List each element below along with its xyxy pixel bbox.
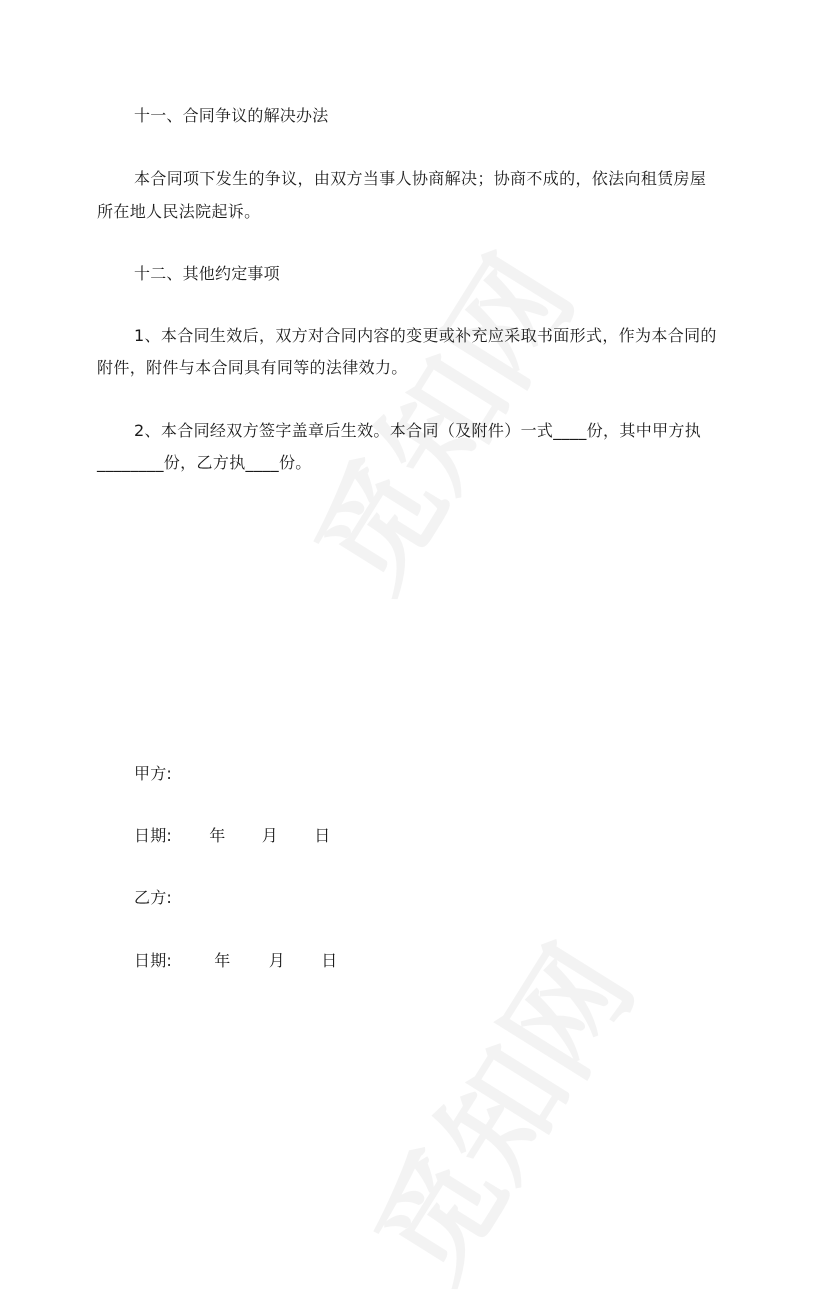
section-11-heading: 十一、合同争议的解决办法 [134,106,329,125]
date-year: 年 [209,826,226,845]
date-day: 日 [314,826,331,845]
section-12-item-2-line-2: ________份，乙方执____份。 [97,453,312,472]
section-12-item-2-line-1: 2、本合同经双方签字盖章后生效。本合同（及附件）一式____份，其中甲方执 [134,421,702,440]
party-b-date-row [134,951,338,971]
section-12-item-1-line-2: 附件，附件与本合同具有同等的法律效力。 [97,358,408,377]
date-month: 月 [261,826,278,845]
date-month: 月 [268,951,285,970]
date-day: 日 [321,951,338,970]
date-year: 年 [214,951,231,970]
watermark-lower [360,930,653,1299]
date-label: 日期: [134,951,172,970]
party-a-date-row [134,826,331,846]
section-12-item-1-line-1: 1、本合同生效后，双方对合同内容的变更或补充应采取书面形式，作为本合同的 [134,326,717,345]
section-12-heading: 十二、其他约定事项 [134,264,280,283]
section-11-paragraph-line-2: 所在地人民法院起诉。 [97,202,261,221]
date-label: 日期: [134,826,172,845]
section-11-paragraph-line-1: 本合同项下发生的争议，由双方当事人协商解决；协商不成的，依法向租赁房屋 [134,169,707,188]
party-b-label: 乙方: [134,888,172,907]
party-a-label: 甲方: [134,764,172,783]
